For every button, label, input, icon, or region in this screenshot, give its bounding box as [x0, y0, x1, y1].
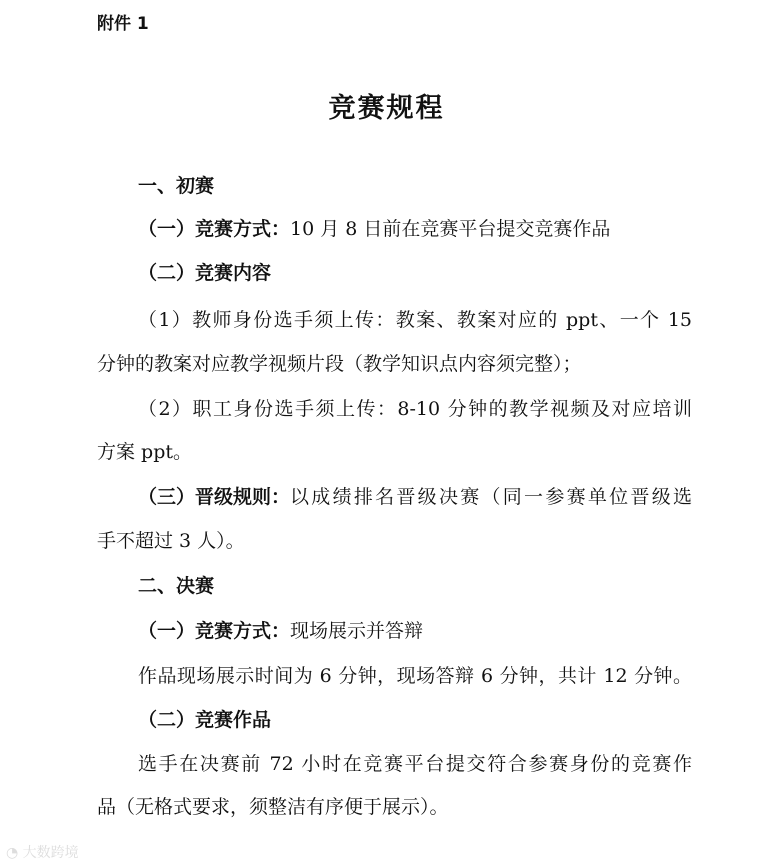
paragraph-line: 手不超过 3 人）。 — [97, 530, 245, 552]
item-text: 以成绩排名晋级决赛（同一参赛单位晋级选 — [290, 486, 692, 508]
paragraph-line: 作品现场展示时间为 6 分钟，现场答辩 6 分钟，共计 12 分钟。 — [138, 665, 692, 687]
item-label: （一）竞赛方式： — [138, 620, 291, 642]
attachment-label: 附件 1 — [97, 14, 149, 34]
paragraph-line: （1）教师身份选手须上传：教案、教案对应的 ppt、一个 15 — [138, 309, 692, 331]
section-heading: 一、初赛 — [138, 175, 215, 197]
paragraph-line: 品（无格式要求，须整洁有序便于展示）。 — [97, 796, 449, 818]
watermark-text: 大数跨境 — [22, 845, 79, 861]
subheading: （二）竞赛内容 — [138, 262, 272, 284]
section-heading: 二、决赛 — [138, 575, 215, 597]
paragraph — [138, 619, 423, 643]
page-title: 竞赛规程 — [328, 93, 445, 124]
item-label: （一）竞赛方式： — [138, 218, 291, 240]
paragraph-line: 方案 ppt。 — [97, 441, 193, 463]
paragraph — [138, 485, 692, 509]
paragraph-line: 分钟的教案对应教学视频片段（教学知识点内容须完整）； — [97, 353, 582, 375]
item-label: （三）晋级规则： — [138, 486, 291, 508]
paragraph — [138, 217, 610, 241]
watermark-logo-icon: ◔ — [6, 845, 19, 861]
paragraph-line: （2）职工身份选手须上传：8-10 分钟的教学视频及对应培训 — [138, 398, 692, 420]
watermark — [6, 842, 79, 862]
item-text: 现场展示并答辩 — [290, 620, 424, 642]
item-text: 10 月 8 日前在竞赛平台提交竞赛作品 — [290, 218, 611, 240]
subheading: （二）竞赛作品 — [138, 709, 272, 731]
paragraph-line: 选手在决赛前 72 小时在竞赛平台提交符合参赛身份的竞赛作 — [138, 753, 692, 775]
